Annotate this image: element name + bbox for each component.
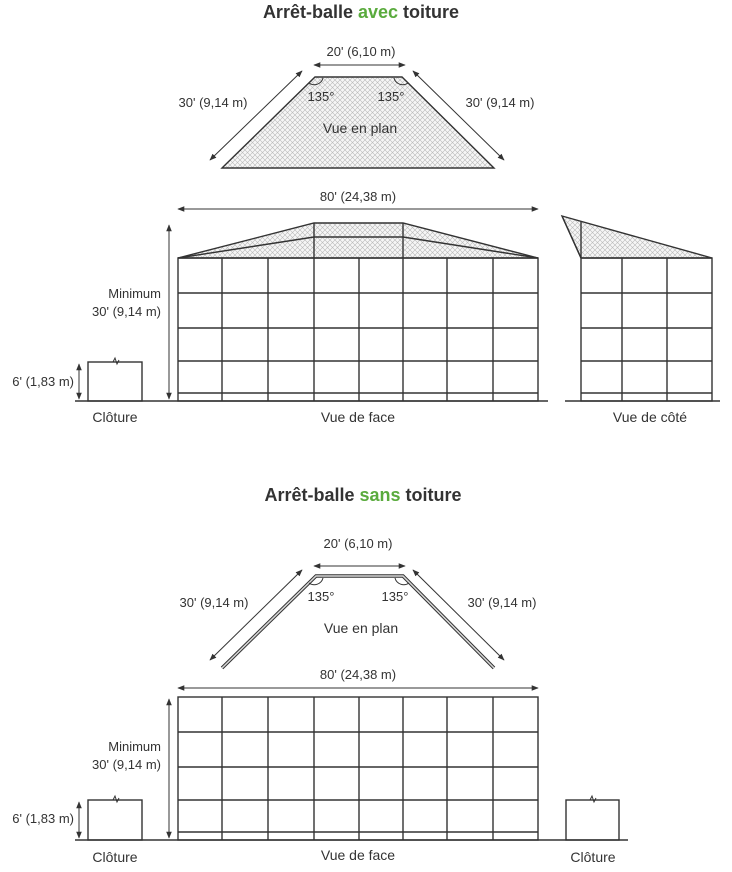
top-front-view: [92, 189, 538, 425]
bottom-fence-height-label: 6' (1,83 m): [12, 811, 74, 826]
bottom-front-grid: [178, 697, 538, 840]
top-title: Arrêt-balle avec toiture: [262, 2, 460, 22]
top-front-grid: [178, 258, 538, 401]
bottom-fence-right: [566, 796, 619, 865]
bottom-fence-right-label: Clôture: [570, 849, 616, 865]
top-side-net: [581, 258, 712, 401]
top-front-roof: [178, 223, 538, 258]
top-plan-left-label: 30' (9,14 m): [178, 95, 248, 110]
top-front-height-line1: Minimum: [108, 286, 161, 301]
top-side-view: [562, 216, 712, 425]
bottom-plan-right-dimension: [413, 570, 504, 660]
bottom-plan-right-label: 30' (9,14 m): [467, 595, 537, 610]
top-fence-box: [88, 362, 142, 401]
top-front-view-label: Vue de face: [320, 409, 396, 425]
top-front-height-line2: 30' (9,14 m): [92, 304, 161, 319]
top-fence: [12, 358, 142, 425]
bottom-front-width-label: 80' (24,38 m): [319, 667, 397, 682]
top-plan-view: [179, 44, 535, 168]
bottom-plan-angle-right: 135°: [381, 589, 409, 604]
bottom-plan-left-dimension: [210, 570, 302, 660]
top-side-roof: [562, 216, 712, 258]
bottom-plan-width-label: 20' (6,10 m): [323, 536, 393, 551]
bottom-front-height-line2: 30' (9,14 m): [92, 757, 161, 772]
bottom-front-net: [178, 697, 538, 840]
bottom-front-view-label: Vue de face: [320, 847, 396, 863]
top-fence-label: Clôture: [92, 409, 138, 425]
bottom-plan-left-label: 30' (9,14 m): [179, 595, 249, 610]
bottom-plan-view-label: Vue en plan: [323, 620, 399, 636]
bottom-plan-angle-left: 135°: [307, 589, 335, 604]
top-front-net: [178, 258, 538, 401]
bottom-title-highlight: sans: [359, 485, 401, 505]
bottom-fence-right-box: [566, 800, 619, 840]
top-front-width-label: 80' (24,38 m): [319, 189, 397, 204]
bottom-plan-view: [180, 536, 537, 668]
bottom-fence-left-box: [88, 800, 142, 840]
top-plan-angle-right: 135°: [377, 89, 405, 104]
bottom-fence-right-break-icon: [590, 796, 596, 802]
top-plan-angle-left: 135°: [307, 89, 335, 104]
bottom-fence-left-label: Clôture: [92, 849, 138, 865]
top-plan-view-label: Vue en plan: [322, 120, 398, 136]
bottom-fence-left: [12, 796, 142, 865]
bottom-title: Arrêt-balle sans toiture: [264, 485, 462, 505]
bottom-front-height-line1: Minimum: [108, 739, 161, 754]
top-fence-height-label: 6' (1,83 m): [12, 374, 74, 389]
top-side-view-label: Vue de côté: [612, 409, 688, 425]
top-fence-break-icon: [113, 358, 119, 364]
top-title-highlight: avec: [357, 2, 399, 22]
top-plan-right-label: 30' (9,14 m): [465, 95, 535, 110]
top-plan-width-label: 20' (6,10 m): [326, 44, 396, 59]
bottom-fence-left-break-icon: [113, 796, 119, 802]
bottom-front-view: [92, 667, 538, 863]
